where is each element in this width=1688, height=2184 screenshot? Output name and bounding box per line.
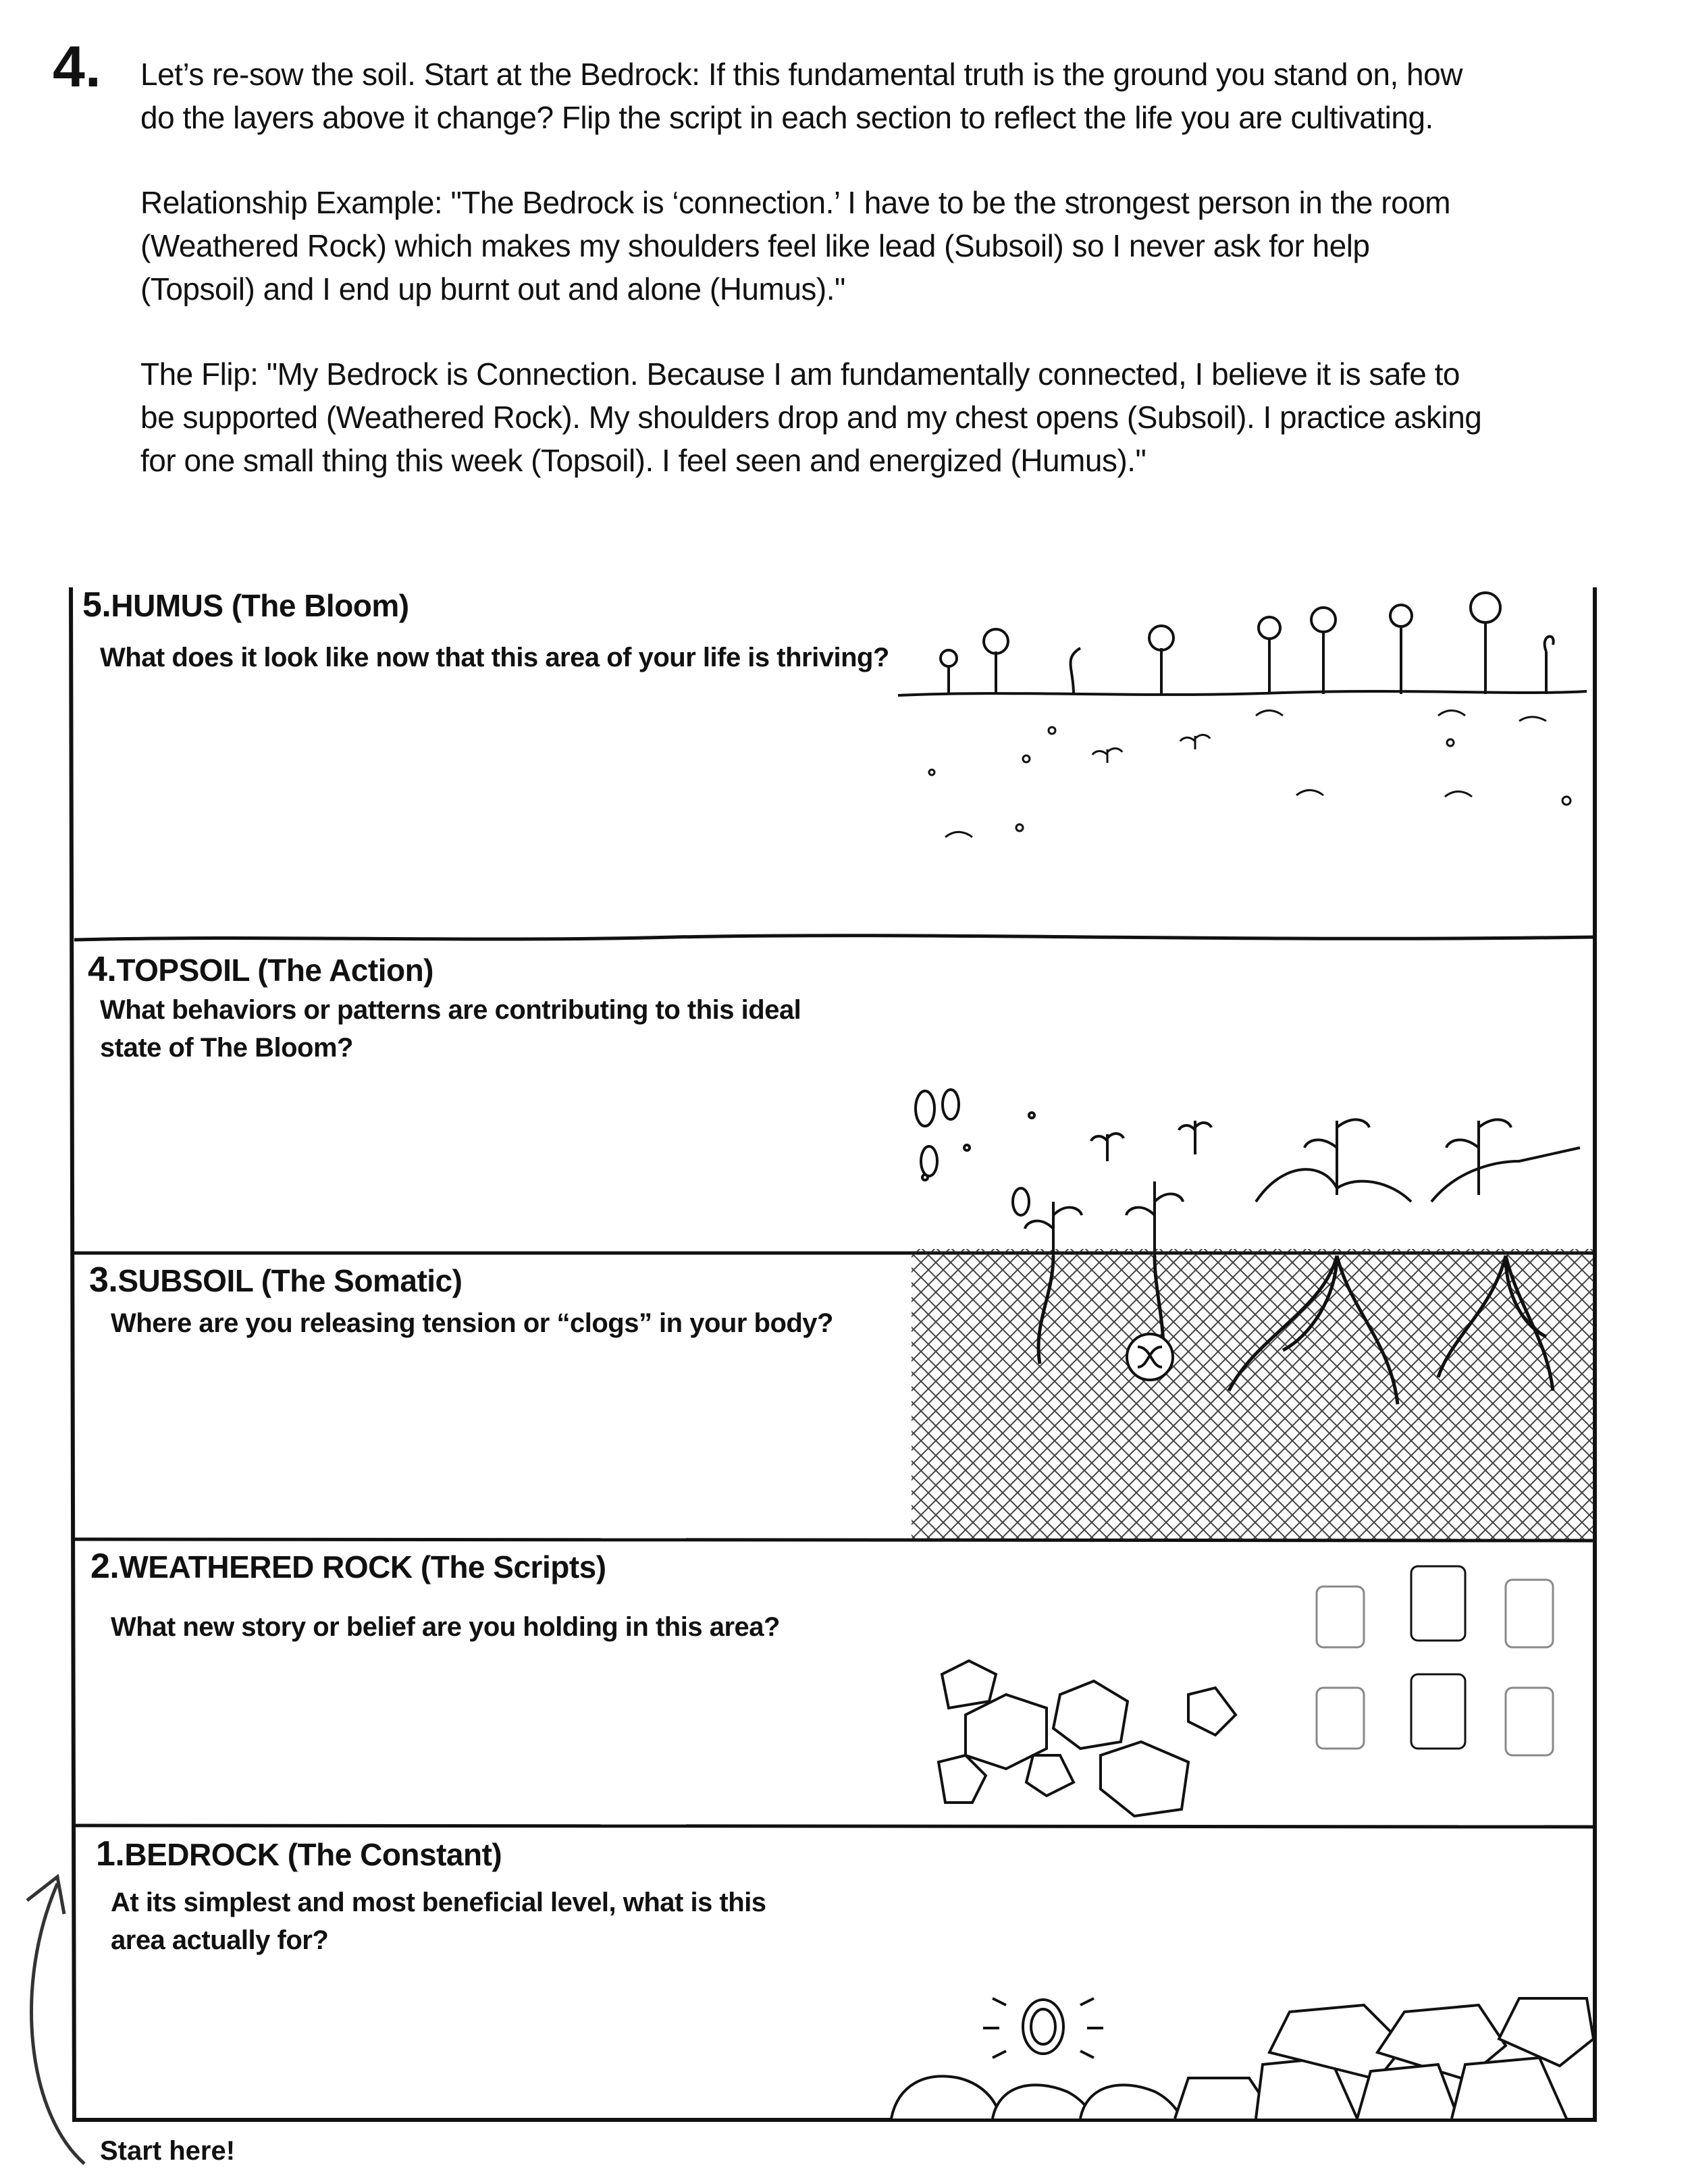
- flowers-illustration: [898, 593, 1587, 837]
- layer-title-weathered-rock: 2.WEATHERED ROCK (The Scripts): [90, 1547, 606, 1586]
- question-subsoil: Where are you releasing tension or “clogs” in your body?: [111, 1308, 833, 1338]
- layer-title-subsoil: 3.SUBSOIL (The Somatic): [89, 1260, 463, 1300]
- start-label: Start here!: [100, 2136, 236, 2166]
- question-bedrock: At its simplest and most beneficial level, what is this area actually for?: [111, 1888, 766, 1955]
- layer-title-bedrock: 1.BEDROCK (The Constant): [96, 1834, 502, 1873]
- sprouts-illustration: [916, 1090, 1580, 1256]
- bedrock-illustration: [891, 1998, 1593, 2119]
- flower-icon: [941, 593, 1554, 694]
- relationship-example: Relationship Example: "The Bedrock is ‘connection.’ I have to be the strongest person in the room (Weathered Rock) which makes my shoulders feel like lead (Subsoil) so I never ask for help (Topsoil) and I end up burnt out and alone (Humus).": [140, 185, 1451, 307]
- question-number: 4.: [53, 34, 101, 99]
- question-weathered-rock: What new story or belief are you holding in this area?: [111, 1612, 780, 1642]
- intro-paragraph: Let’s re-sow the soil. Start at the Bedrock: If this fundamental truth is the ground you stand on, how do the layers above it change? Flip the script in each section to reflect the life you are cultivating.: [140, 57, 1462, 135]
- rocks-scrolls-illustration: [939, 1566, 1553, 1816]
- question-topsoil: What behaviors or patterns are contributing to this ideal state of The Bloom?: [100, 995, 801, 1063]
- flip-example: The Flip: "My Bedrock is Connection. Because I am fundamentally connected, I believe it is safe to be supported (Weathered Rock). My shoulders drop and my chest opens (Subsoil). I practice asking for one small thing this week (Topsoil). I feel seen and energized (Humus).": [140, 356, 1482, 478]
- glow-icon: [983, 1998, 1103, 2058]
- layer-title-humus: 5.HUMUS (The Bloom): [82, 585, 409, 624]
- subsoil-illustration: [912, 1249, 1593, 1539]
- knot-icon: [1127, 1334, 1173, 1380]
- question-humus: What does it look like now that this area of your life is thriving?: [100, 643, 889, 672]
- layer-title-topsoil: 4.TOPSOIL (The Action): [88, 950, 433, 989]
